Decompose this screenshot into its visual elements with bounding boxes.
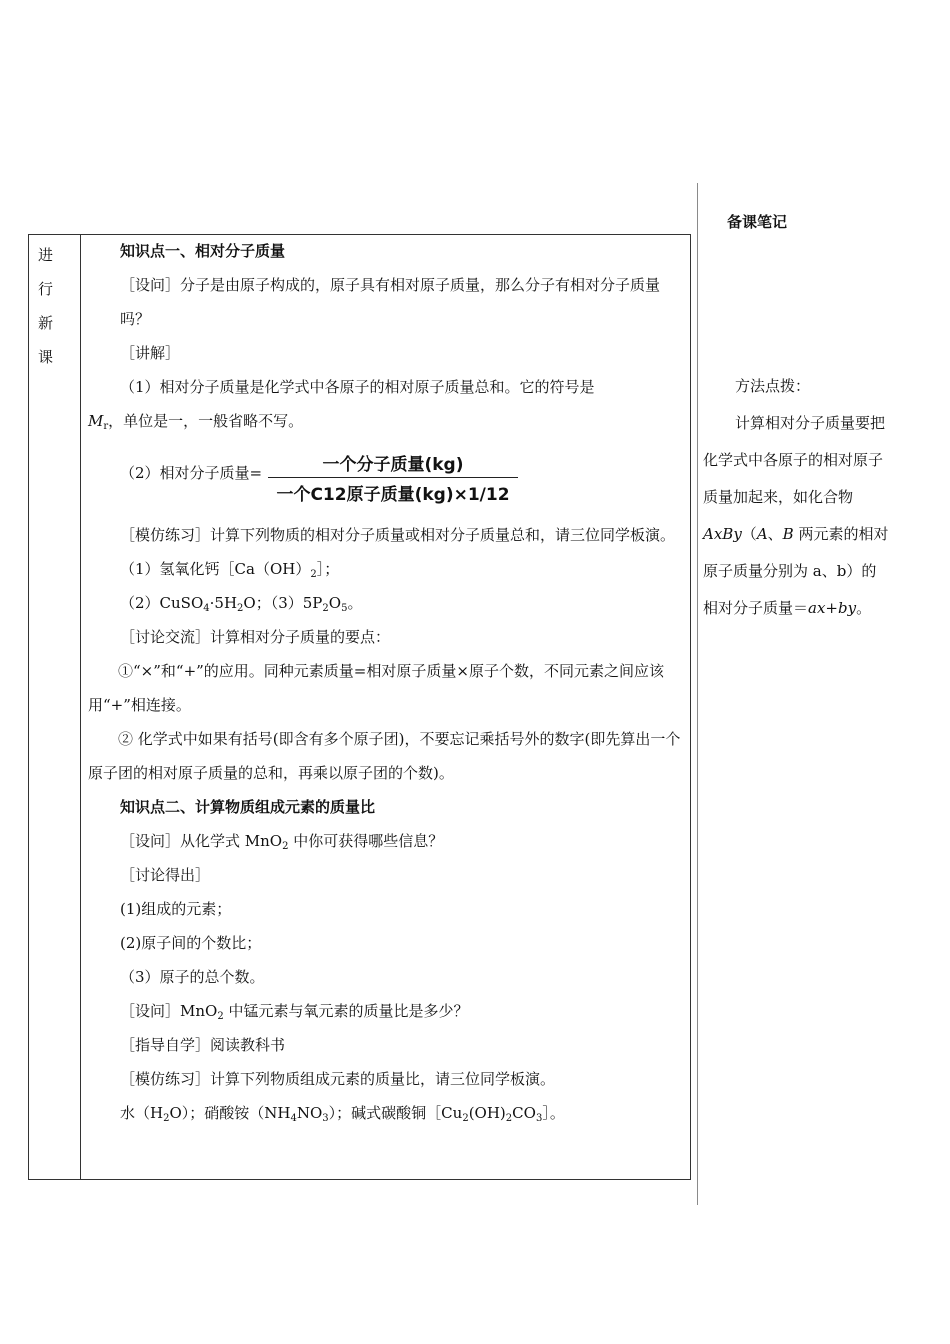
explain-label: ［讲解］ (120, 344, 181, 362)
side-char: 进 (38, 246, 54, 264)
example-last: 水$(H_2O)$；硝酸铵$(NH_4NO_3)$；碱式碳酸铜$[Cu_2(OH)_2CO_3]$。 (120, 1104, 565, 1124)
list-item: (1)组成的元素； (120, 900, 232, 918)
formula (88, 438, 684, 518)
side-char: 新 (38, 314, 54, 332)
guide-label: ［指导自学］阅读教科书 (120, 1036, 286, 1054)
fraction-bar (268, 477, 518, 478)
kp2-title: 知识点二、计算物质组成元素的质量比 (120, 798, 376, 816)
discussion-result-label: ［讨论得出］ (120, 866, 211, 884)
point-2: ② 化学式中如果有括号(即含有多个原子团)，不要忘记乘括号外的数字(即先算出一个原子团的相对原子质量的总和，再乘以原子团的个数)。 (88, 730, 681, 782)
tip-line: 相对分子质量＝ax+by。 (703, 599, 872, 617)
tip-line: AxBy（A、B 两元素的相对 (703, 525, 889, 543)
side-char: 课 (38, 348, 54, 366)
kp1-title: 知识点一、相对分子质量 (120, 242, 286, 260)
practice-1: ［模仿练习］计算下列物质的相对分子质量或相对分子质量总和，请三位同学板演。 (120, 526, 676, 544)
symbol-m: M (88, 412, 104, 430)
formula-numerator: 一个分子质量(kg) (322, 455, 464, 475)
example-2: $(2)CuSO_4\cdot 5H_2O$；$(3)5P_2O_5$。 (120, 594, 363, 614)
notes-title: 备课笔记 (727, 213, 788, 231)
tip-heading: 方法点拨： (735, 377, 811, 395)
point-1: ①“×”和“+”的应用。同种元素质量=相对原子质量×原子个数，不同元素之间应该用“+”相连接。 (88, 662, 664, 714)
list-item: （3）原子的总个数。 (120, 968, 265, 986)
tip-line: 质量加起来，如化合物 (703, 488, 854, 506)
question-2: ［设问］从化学式 MnO$_2$ 中你可获得哪些信息？ (120, 832, 444, 852)
method-tip (703, 368, 913, 627)
formula-fraction (268, 450, 518, 505)
formula-denominator: 一个C12原子质量(kg)×1/12 (276, 485, 510, 505)
formula-label: （2）相对分子质量= (120, 464, 263, 482)
side-label (38, 238, 58, 374)
question-3: ［设问］MnO$_2$ 中锰元素与氧元素的质量比是多少？ (120, 1002, 469, 1022)
column-divider (80, 234, 81, 1180)
question-1: ［设问］分子是由原子构成的，原子具有相对原子质量，那么分子有相对分子质量吗？ (120, 276, 661, 328)
list-item: (2)原子间的个数比； (120, 934, 262, 952)
lesson-content (88, 234, 684, 1130)
margin-divider (697, 183, 698, 1205)
tip-line: 原子质量分别为 a、b）的 (703, 562, 877, 580)
side-char: 行 (38, 280, 54, 298)
example-1: （1）氢氧化钙$[Ca(OH)_2]$； (120, 560, 340, 580)
tip-line: 化学式中各原子的相对原子 (703, 451, 884, 469)
definition-1: （1）相对分子质量是化学式中各原子的相对原子质量总和。它的符号是 $M_r$，单位是一，一般省略不写。 (88, 378, 595, 432)
practice-2: ［模仿练习］计算下列物质组成元素的质量比，请三位同学板演。 (120, 1070, 556, 1088)
discussion-label: ［讨论交流］计算相对分子质量的要点： (120, 628, 391, 646)
side-notes (703, 205, 913, 617)
tip-line: 计算相对分子质量要把 (735, 414, 886, 432)
